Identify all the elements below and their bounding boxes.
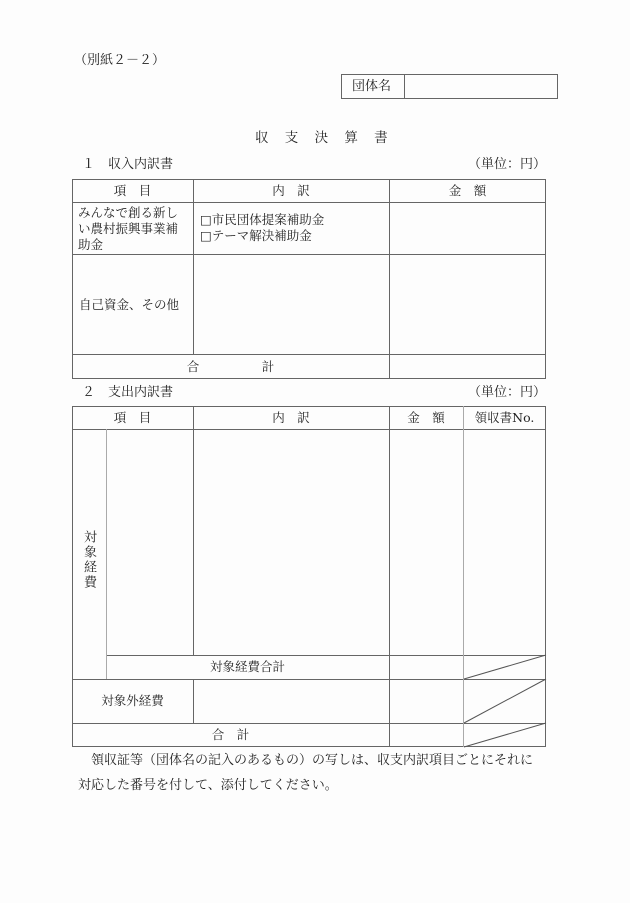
expense-ineligible-label: 対象外経費 <box>101 693 164 708</box>
expense-total-amount[interactable] <box>390 724 463 746</box>
org-name-field[interactable] <box>405 75 557 98</box>
checkbox-citizen-group-subsidy[interactable]: □市民団体提案補助金 <box>200 212 325 227</box>
income-item-line: みんなで創る新し <box>78 205 179 220</box>
income-header-item: 項 目 <box>113 183 152 198</box>
expense-eligible-details-cell[interactable] <box>194 430 389 655</box>
expense-header-details: 内 訳 <box>272 410 310 425</box>
expense-section-title: ２ 支出内訳書 <box>82 385 174 400</box>
footnote-line-1: 領収証等（団体名の記入のあるもの）の写しは、収支内訳項目ごとにそれに <box>78 753 534 768</box>
org-name-label: 団体名 <box>352 79 392 94</box>
income-unit-label: （単位：円） <box>468 157 547 172</box>
expense-unit-label: （単位：円） <box>468 385 547 400</box>
expense-total-label: 合 計 <box>211 727 250 742</box>
attachment-label: （別紙２－２） <box>74 53 166 68</box>
income-total-label: 合 計 <box>186 359 275 374</box>
receipt-na-diagonal-ineligible <box>464 679 546 723</box>
income-row-subsidy <box>78 205 178 253</box>
checkbox-theme-solution-subsidy[interactable]: □テーマ解決補助金 <box>200 228 312 243</box>
income-header-details: 内 訳 <box>272 183 310 198</box>
expense-eligible-group-label: 対象経費 <box>81 530 96 590</box>
income-header-amount: 金 額 <box>448 183 487 198</box>
expense-ineligible-details-cell[interactable] <box>194 680 389 723</box>
expense-eligible-receipt-cell[interactable] <box>464 430 545 655</box>
expense-eligible-amount-cell[interactable] <box>390 430 463 655</box>
expense-header-amount: 金 額 <box>407 410 445 425</box>
expense-header-receipt-no: 領収書No. <box>474 410 535 425</box>
income-item-own-funds: 自己資金、その他 <box>79 297 180 312</box>
expense-ineligible-amount-cell[interactable] <box>390 680 463 723</box>
expense-eligible-item-cell[interactable] <box>107 430 193 655</box>
income-details-own-funds[interactable] <box>194 255 389 354</box>
footnote-line-2: 対応した番号を付して、添付してください。 <box>78 778 338 793</box>
income-details-subsidy <box>200 212 324 244</box>
income-amount-subsidy[interactable] <box>390 203 545 254</box>
document-title: 収 支 決 算 書 <box>255 130 394 146</box>
income-section-title: １ 収入内訳書 <box>82 157 174 172</box>
income-total-amount[interactable] <box>390 355 545 378</box>
expense-eligible-subtotal-amount[interactable] <box>390 656 463 679</box>
income-item-line: い農村振興事業補 <box>78 221 179 236</box>
receipt-na-diagonal-total <box>464 723 546 747</box>
receipt-na-diagonal-subtotal <box>464 655 546 679</box>
income-item-line: 助金 <box>78 237 104 252</box>
expense-eligible-subtotal-label: 対象経費合計 <box>209 659 285 674</box>
income-amount-own-funds[interactable] <box>390 255 545 354</box>
expense-header-item: 項 目 <box>113 410 152 425</box>
